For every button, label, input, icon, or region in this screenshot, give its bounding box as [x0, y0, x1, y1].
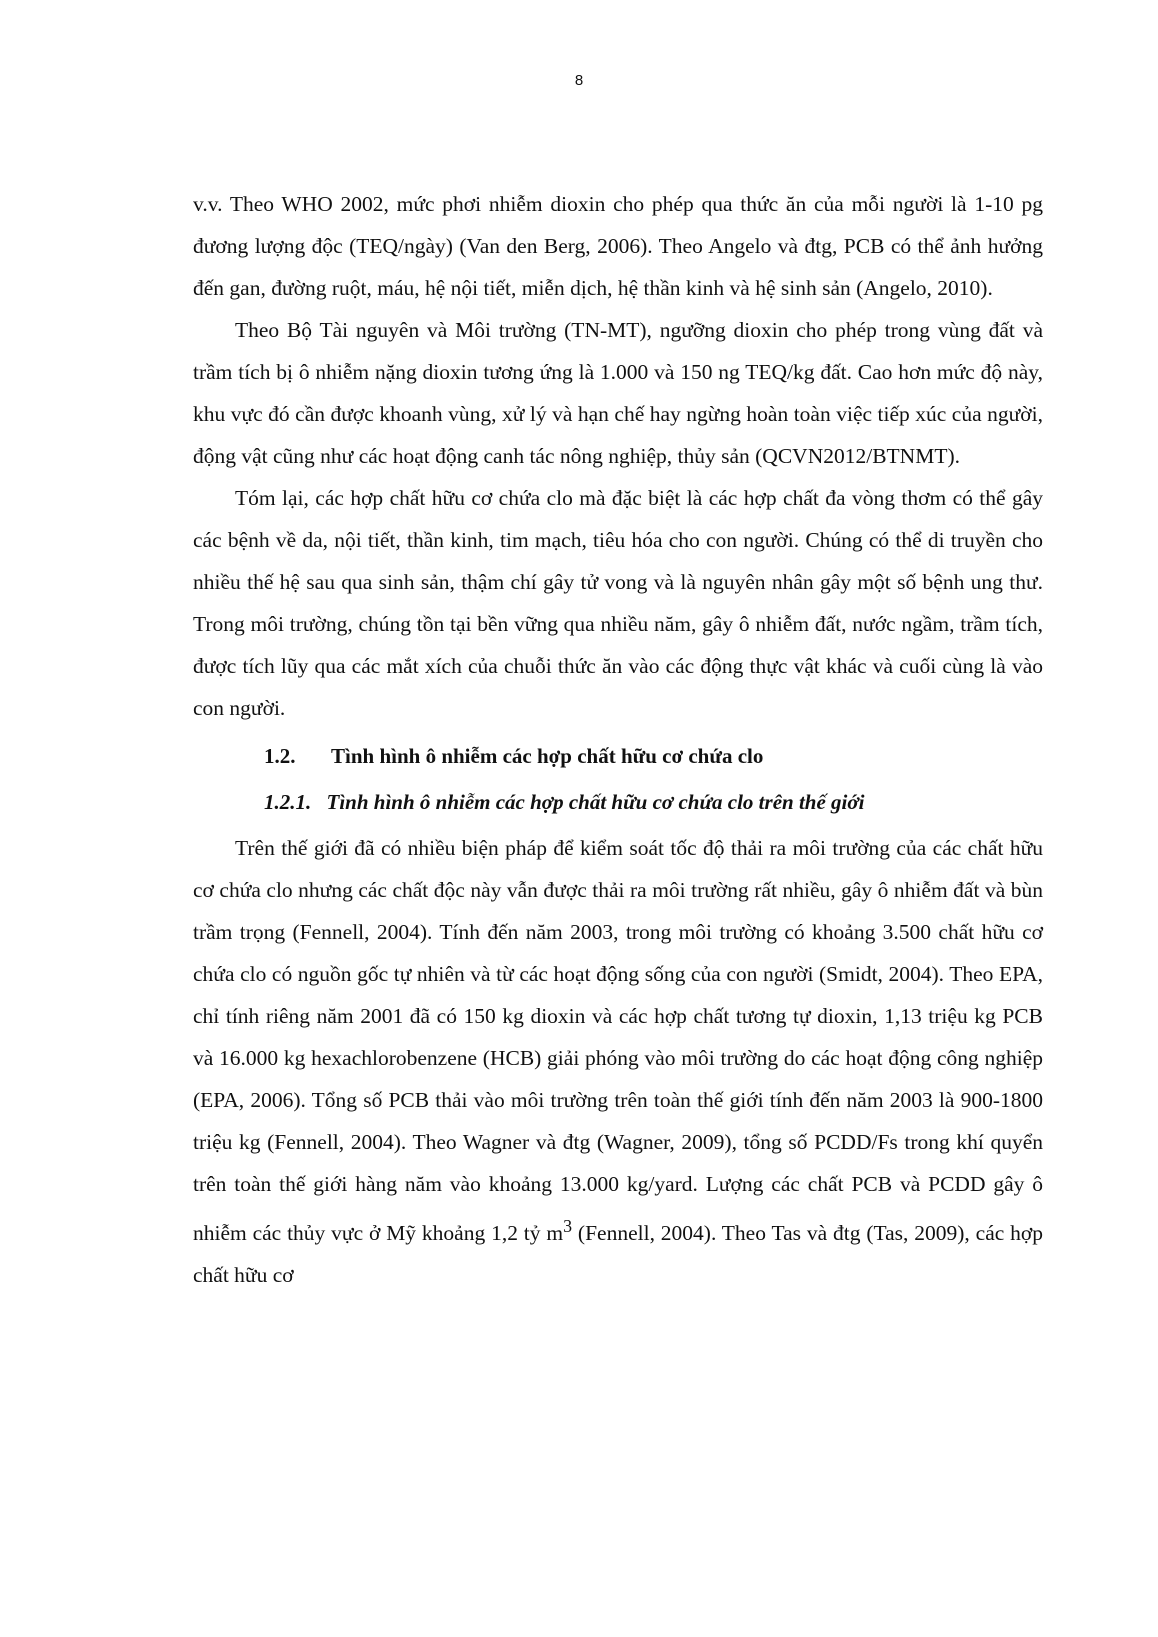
- paragraph-text: Trên thế giới đã có nhiều biện pháp để kiểm soát tốc độ thải ra môi trường của các chất hữu cơ chứa clo nhưng các chất độc này vẫn được thải ra môi trường rất nhiều, gây ô nhiễm đất và bùn trầm trọng (Fennell, 2004). Tính đến năm 2003, trong môi trường có khoảng 3.500 chất hữu cơ chứa clo có nguồn gốc tự nhiên và từ các hoạt động sống của con người (Smidt, 2004). Theo EPA, chỉ tính riêng năm 2001 đã có 150 kg dioxin và các hợp chất tương tự dioxin, 1,13 triệu kg PCB và 16.000 kg hexachlorobenzene (HCB) giải phóng vào môi trường do các hoạt động công nghiệp (EPA, 2006). Tổng số PCB thải vào môi trường trên toàn thế giới tính đến năm 2003 là 900-1800 triệu kg (Fennell, 2004). Theo Wagner và đtg (Wagner, 2009), tổng số PCDD/Fs trong khí quyển trên toàn thế giới hàng năm vào khoảng 13.000 kg/yard. Lượng các chất PCB và PCDD gây ô nhiễm các thủy vực ở Mỹ khoảng 1,2 tỷ m: [193, 836, 1043, 1246]
- superscript: 3: [563, 1216, 573, 1236]
- body-text: [193, 183, 1043, 1296]
- section-title: Tình hình ô nhiễm các hợp chất hữu cơ chứa clo: [331, 744, 764, 768]
- paragraph-text: (Fennell, 2004). Theo Tas và đtg (Tas, 2009), các hợp chất hữu cơ: [193, 1221, 1044, 1288]
- page-number: 8: [574, 72, 584, 89]
- section-heading: [193, 735, 1043, 777]
- subsection-title: Tình hình ô nhiễm các hợp chất hữu cơ chứa clo trên thế giới: [326, 790, 865, 814]
- paragraph: v.v. Theo WHO 2002, mức phơi nhiễm dioxin cho phép qua thức ăn của mỗi người là 1-10 pg đương lượng độc (TEQ/ngày) (Van den Berg, 2006). Theo Angelo và đtg, PCB có thể ảnh hưởng đến gan, đường ruột, máu, hệ nội tiết, miễn dịch, hệ thần kinh và hệ sinh sản (Angelo, 2010).: [193, 192, 1043, 300]
- subsection-heading: [264, 781, 1043, 823]
- paragraph: Tóm lại, các hợp chất hữu cơ chứa clo mà đặc biệt là các hợp chất đa vòng thơm có thể gây các bệnh về da, nội tiết, thần kinh, tim mạch, tiêu hóa cho con người. Chúng có thể di truyền cho nhiều thế hệ sau qua sinh sản, thậm chí gây tử vong và là nguyên nhân gây một số bệnh ung thư. Trong môi trường, chúng tồn tại bền vững qua nhiều năm, gây ô nhiễm đất, nước ngầm, trầm tích, được tích lũy qua các mắt xích của chuỗi thức ăn vào các động thực vật khác và cuối cùng là vào con người.: [193, 486, 1043, 720]
- subsection-number: 1.2.1.: [264, 790, 312, 814]
- section-number: 1.2.: [264, 744, 296, 768]
- paragraph: Theo Bộ Tài nguyên và Môi trường (TN-MT), ngưỡng dioxin cho phép trong vùng đất và trầm tích bị ô nhiễm nặng dioxin tương ứng là 1.000 và 150 ng TEQ/kg đất. Cao hơn mức độ này, khu vực đó cần được khoanh vùng, xử lý và hạn chế hay ngừng hoàn toàn việc tiếp xúc của người, động vật cũng như các hoạt động canh tác nông nghiệp, thủy sản (QCVN2012/BTNMT).: [193, 318, 1043, 468]
- paragraph: [193, 827, 1043, 1296]
